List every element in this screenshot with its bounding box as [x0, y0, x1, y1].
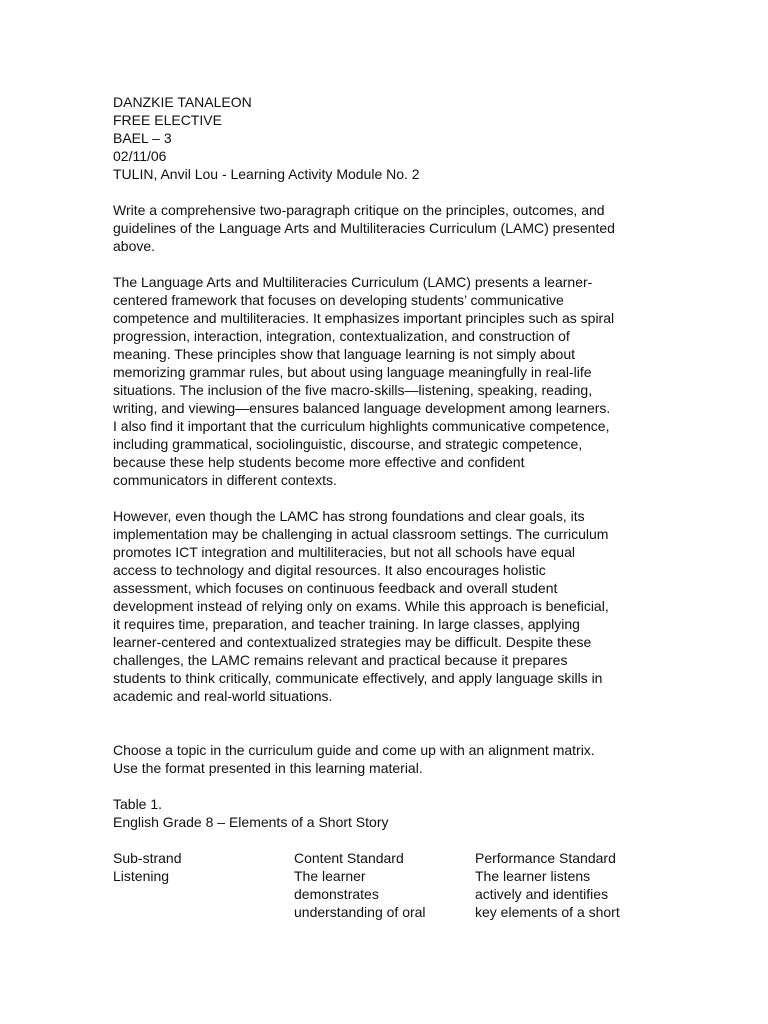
- paragraph-line: access to technology and digital resources. It also encourages holistic: [113, 562, 546, 578]
- table-header-substrand: Sub-strand: [113, 850, 182, 866]
- paragraph-line: writing, and viewing—ensures balanced language development among learners.: [113, 400, 611, 416]
- table-header-content-standard: Content Standard: [294, 850, 404, 866]
- critique-paragraph-2: [113, 507, 658, 705]
- alignment-table: [113, 849, 658, 921]
- table-caption: [113, 795, 658, 831]
- table-label: Table 1.: [113, 796, 163, 812]
- paragraph-line: challenges, the LAMC remains relevant and practical because it prepares: [113, 652, 568, 668]
- section: BAEL – 3: [113, 130, 172, 146]
- prompt-alignment-matrix: [113, 741, 658, 777]
- table-cell: [113, 885, 294, 903]
- course-name: FREE ELECTIVE: [113, 112, 222, 128]
- prompt-line: guidelines of the Language Arts and Multiliteracies Curriculum (LAMC) presented: [113, 220, 615, 236]
- paragraph-line: because these help students become more effective and confident: [113, 454, 525, 470]
- paragraph-line: centered framework that focuses on developing students’ communicative: [113, 292, 564, 308]
- paragraph-line: including grammatical, sociolinguistic, discourse, and strategic competence,: [113, 436, 583, 452]
- document-page: [113, 93, 658, 921]
- table-cell: Listening: [113, 868, 170, 884]
- table-title: English Grade 8 – Elements of a Short Story: [113, 814, 389, 830]
- paragraph-line: situations. The inclusion of the five macro-skills—listening, speaking, reading,: [113, 382, 593, 398]
- table-cell: key elements of a short: [475, 904, 620, 920]
- paragraph-line: The Language Arts and Multiliteracies Curriculum (LAMC) presents a learner-: [113, 274, 593, 290]
- paragraph-line: meaning. These principles show that language learning is not simply about: [113, 346, 576, 362]
- paragraph-line: competence and multiliteracies. It emphasizes important principles such as spiral: [113, 310, 615, 326]
- module-title: TULIN, Anvil Lou - Learning Activity Module No. 2: [113, 166, 420, 182]
- paragraph-line: assessment, which focuses on continuous feedback and overall student: [113, 580, 558, 596]
- paragraph-line: progression, interaction, integration, contextualization, and construction of: [113, 328, 570, 344]
- table-header-performance-standard: Performance Standard: [475, 850, 616, 866]
- student-name: DANZKIE TANALEON: [113, 94, 252, 110]
- paragraph-line: implementation may be challenging in actual classroom settings. The curriculum: [113, 526, 609, 542]
- prompt-line: above.: [113, 238, 156, 254]
- paragraph-line: learner-centered and contextualized strategies may be difficult. Despite these: [113, 634, 592, 650]
- paragraph-line: students to think critically, communicate effectively, and apply language skills in: [113, 670, 603, 686]
- table-cell: actively and identifies: [475, 886, 609, 902]
- prompt-line: Use the format presented in this learning material.: [113, 760, 423, 776]
- paragraph-line: promotes ICT integration and multiliteracies, but not all schools have equal: [113, 544, 575, 560]
- critique-paragraph-1: [113, 273, 658, 489]
- prompt-line: Choose a topic in the curriculum guide and come up with an alignment matrix.: [113, 742, 595, 758]
- date: 02/11/06: [113, 148, 167, 164]
- paragraph-line: I also find it important that the curriculum highlights communicative competence,: [113, 418, 610, 434]
- table-cell: The learner listens: [475, 868, 591, 884]
- paragraph-line: academic and real-world situations.: [113, 688, 333, 704]
- paragraph-line: However, even though the LAMC has strong foundations and clear goals, its: [113, 508, 585, 524]
- table-cell: understanding of oral: [294, 904, 426, 920]
- paragraph-line: development instead of relying only on exams. While this approach is beneficial,: [113, 598, 609, 614]
- paragraph-line: communicators in different contexts.: [113, 472, 337, 488]
- table-cell: The learner: [294, 868, 366, 884]
- prompt-line: Write a comprehensive two-paragraph critique on the principles, outcomes, and: [113, 202, 605, 218]
- paragraph-line: it requires time, preparation, and teacher training. In large classes, applying: [113, 616, 580, 632]
- header-block: [113, 93, 658, 183]
- paragraph-line: memorizing grammar rules, but about using language meaningfully in real-life: [113, 364, 592, 380]
- table-cell: demonstrates: [294, 886, 379, 902]
- prompt-critique: [113, 201, 658, 255]
- table-cell: [113, 903, 294, 921]
